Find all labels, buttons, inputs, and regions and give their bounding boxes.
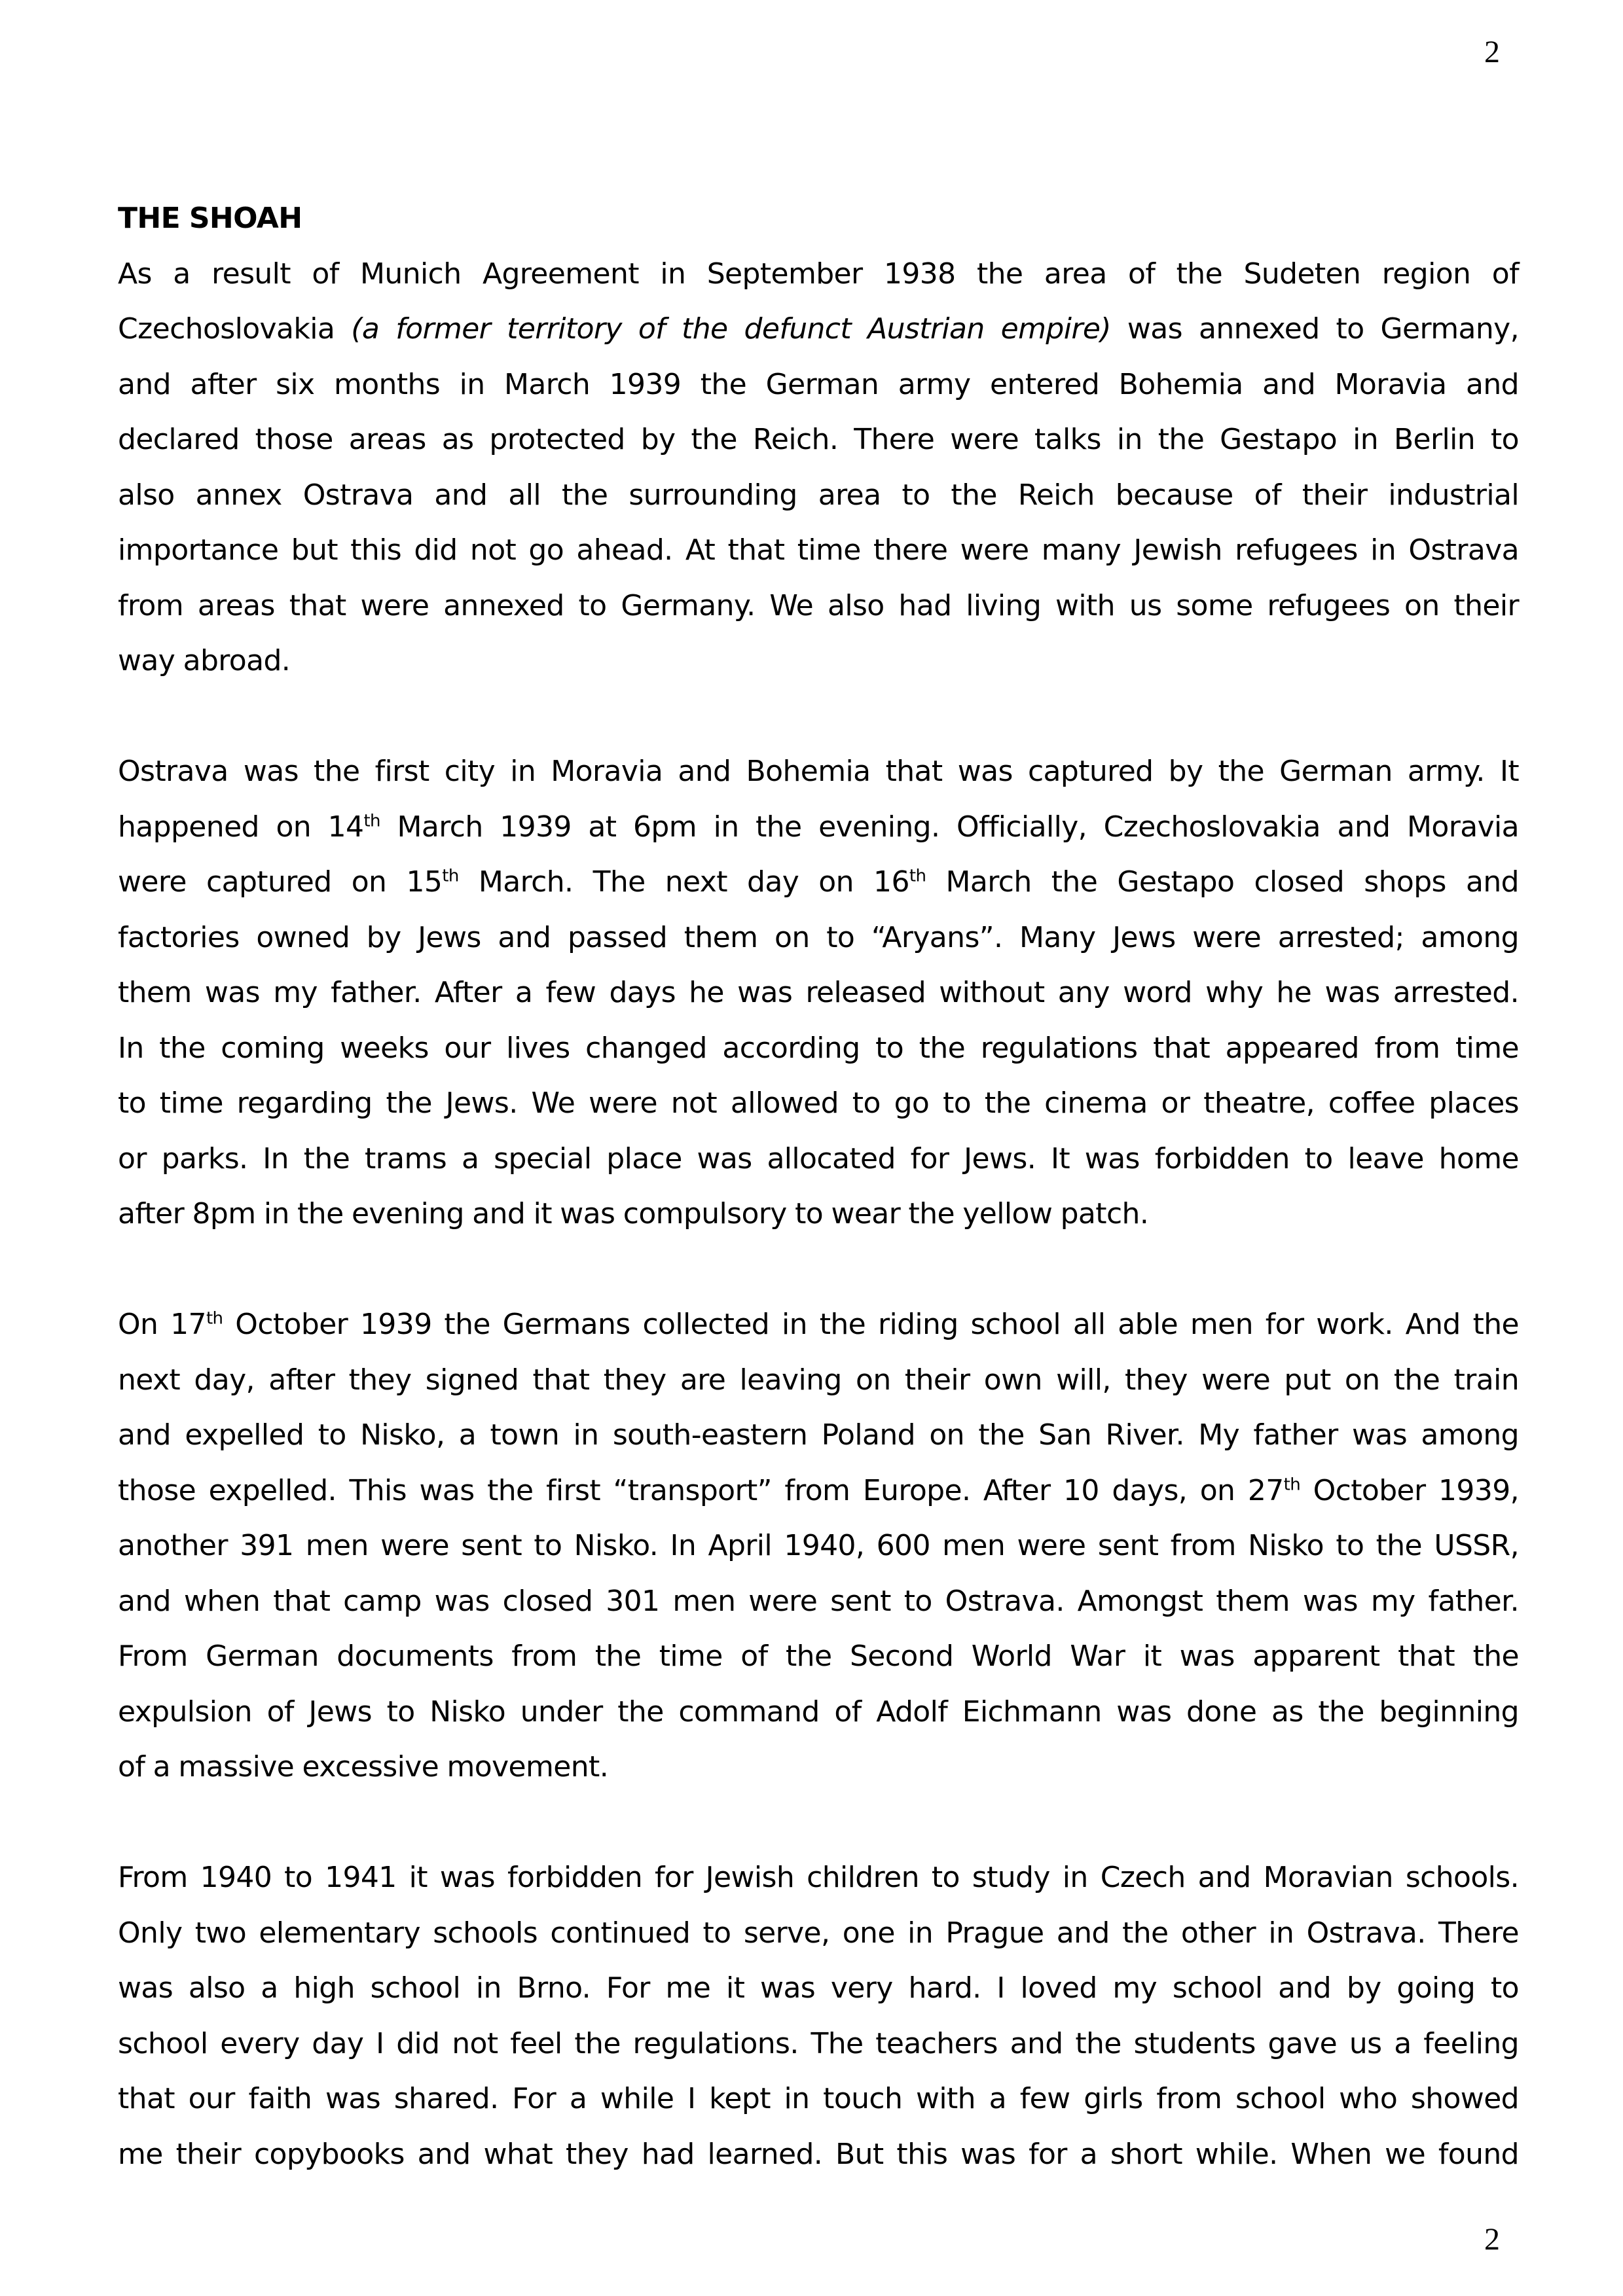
text-line: Ostrava was the first city in Moravia and Bohemia that was captured by the German army. It [118, 755, 1519, 788]
text-line: that our faith was shared. For a while I kept in touch with a few girls from school who showed [118, 2082, 1519, 2115]
text-line: next day, after they signed that they are leaving on their own will, they were put on the train [118, 1363, 1519, 1397]
text-line: another 391 men were sent to Nisko. In April 1940, 600 men were sent from Nisko to the USSR, [118, 1529, 1519, 1562]
document-body [118, 191, 1519, 2182]
text-line: or parks. In the trams a special place was allocated for Jews. It was forbidden to leave home [118, 1141, 1519, 1175]
text-line: and after six months in March 1939 the German army entered Bohemia and Moravia and [118, 367, 1519, 401]
text-line: them was my father. After a few days he was released without any word why he was arrested. [118, 976, 1519, 1009]
text-line: In the coming weeks our lives changed according to the regulations that appeared from time [118, 1031, 1519, 1065]
text-line: those expelled. This was the first “transport” from Europe. After 10 days, on 27th October 1939, [118, 1473, 1519, 1507]
text-line: from areas that were annexed to Germany. We also had living with us some refugees on their [118, 588, 1519, 622]
paragraph-nisko-expulsion [118, 1297, 1519, 1795]
text-line: to time regarding the Jews. We were not allowed to go to the cinema or theatre, coffee places [118, 1086, 1519, 1120]
text-line: importance but this did not go ahead. At that time there were many Jewish refugees in Ostrava [118, 533, 1519, 567]
text-line: after 8pm in the evening and it was compulsory to wear the yellow patch. [118, 1197, 1149, 1230]
text-line: school every day I did not feel the regulations. The teachers and the students gave us a feeling [118, 2026, 1519, 2060]
text-line: declared those areas as protected by the Reich. There were talks in the Gestapo in Berlin to [118, 423, 1519, 456]
text-line: were captured on 15th March. The next day on 16th March the Gestapo closed shops and [118, 865, 1519, 899]
text-line: of a massive excessive movement. [118, 1750, 609, 1784]
text-line: also annex Ostrava and all the surrounding area to the Reich because of their industrial [118, 478, 1519, 512]
paragraph-schools [118, 1850, 1519, 2182]
text-line: On 17th October 1939 the Germans collected in the riding school all able men for work. And the [118, 1308, 1519, 1341]
page-number-bottom: 2 [1484, 2222, 1500, 2257]
section-heading: THE SHOAH [118, 202, 302, 235]
text-line: and expelled to Nisko, a town in south-eastern Poland on the San River. My father was among [118, 1418, 1519, 1452]
text-line: From 1940 to 1941 it was forbidden for Jewish children to study in Czech and Moravian schools. [118, 1861, 1519, 1894]
text-line: As a result of Munich Agreement in September 1938 the area of the Sudeten region of [118, 257, 1519, 291]
page-number-top: 2 [1484, 35, 1500, 69]
text-line: way abroad. [118, 644, 291, 677]
text-line: was also a high school in Brno. For me it was very hard. I loved my school and by going to [118, 1971, 1519, 2005]
text-line: Only two elementary schools continued to serve, one in Prague and the other in Ostrava. There [118, 1916, 1519, 1950]
text-line: happened on 14th March 1939 at 6pm in the evening. Officially, Czechoslovakia and Moravia [118, 810, 1519, 844]
italic-aside: (a former territory of the defunct Austrian empire) [351, 312, 1111, 346]
text-line: expulsion of Jews to Nisko under the command of Adolf Eichmann was done as the beginning [118, 1695, 1519, 1729]
text-line: and when that camp was closed 301 men were sent to Ostrava. Amongst them was my father. [118, 1584, 1519, 1618]
paragraph-ostrava-captured [118, 744, 1519, 1242]
text-line: From German documents from the time of the Second World War it was apparent that the [118, 1640, 1519, 1673]
paragraph-munich-agreement [118, 247, 1519, 689]
text-line: factories owned by Jews and passed them on to “Aryans”. Many Jews were arrested; among [118, 920, 1519, 954]
text-line: me their copybooks and what they had learned. But this was for a short while. When we found [118, 2137, 1519, 2171]
text-line: Czechoslovakia (a former territory of the defunct Austrian empire) was annexed to Germany, [118, 312, 1519, 346]
